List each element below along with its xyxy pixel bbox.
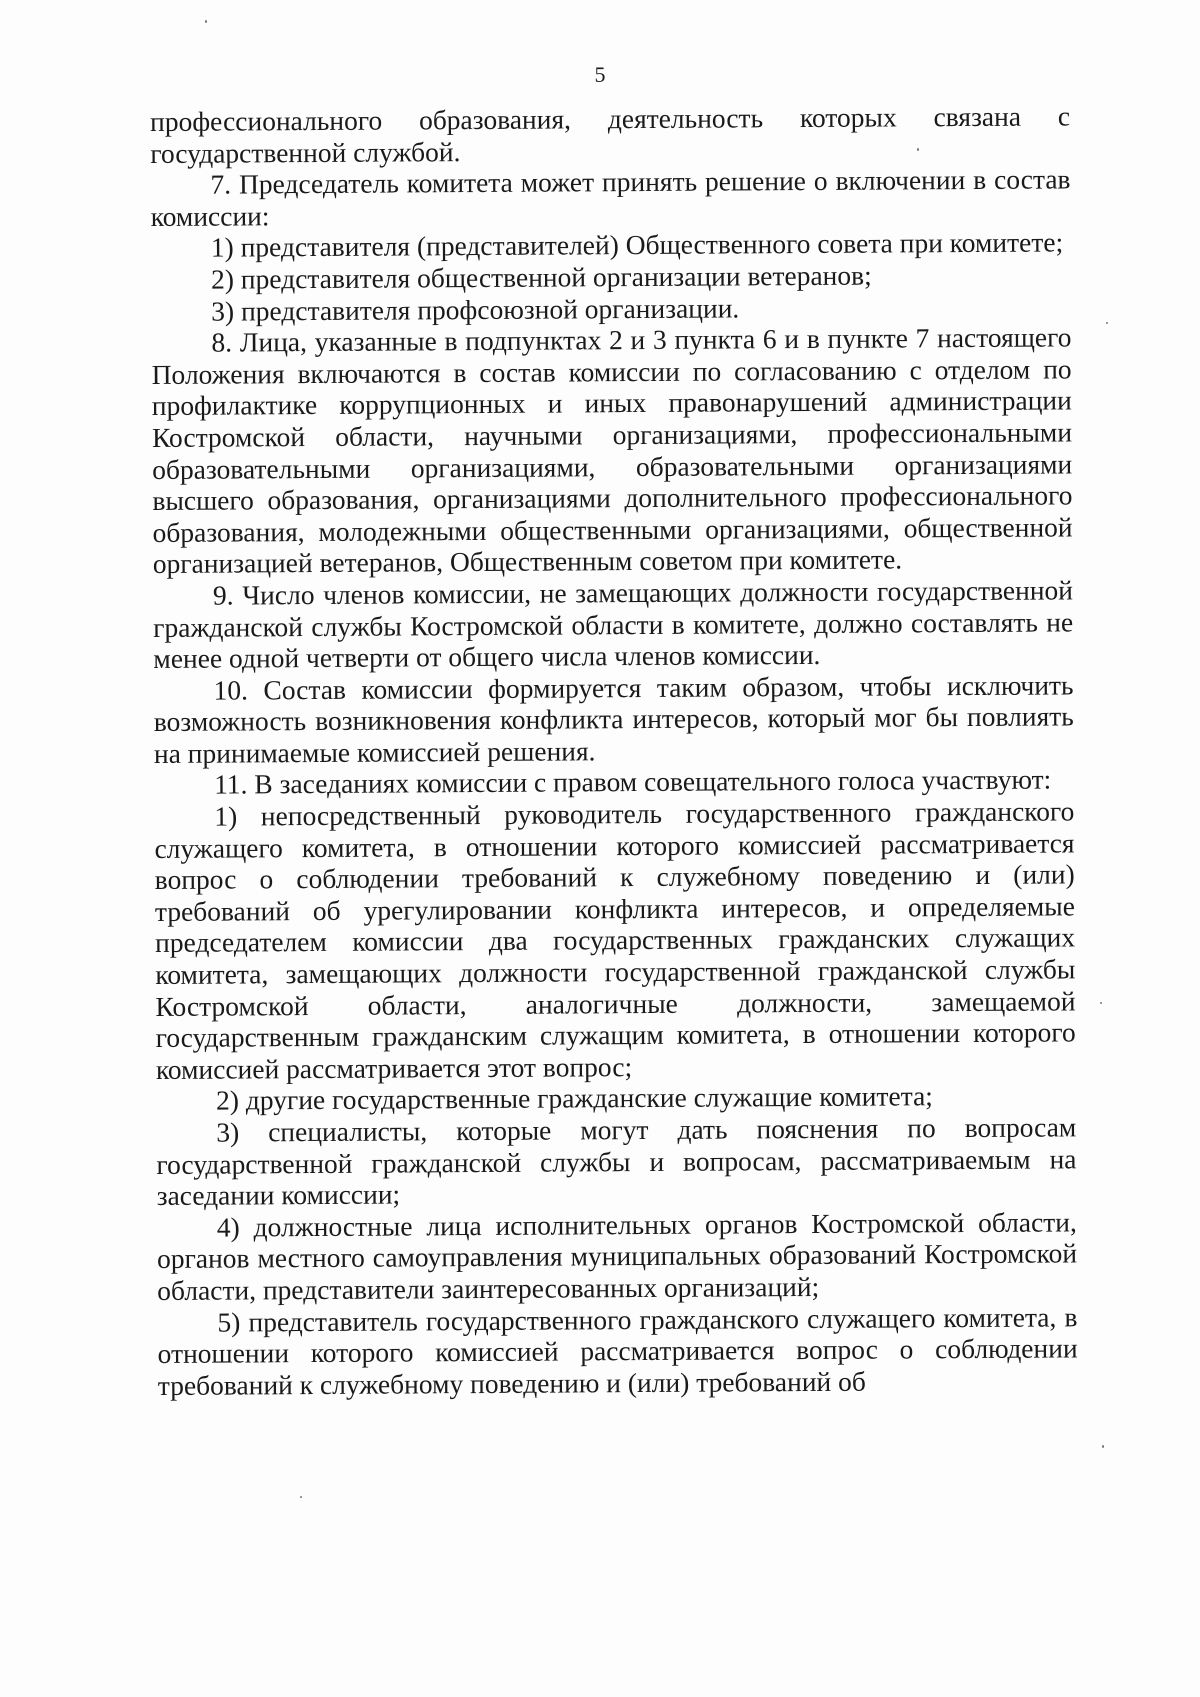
paragraph-subitem-11-5: 5) представитель государственного гражданского служащего комитета, в отношении которого комиссией рассматривается вопрос о соблюдении требований к служебному поведению и (или) требований об xyxy=(157,1300,1078,1401)
paragraph-subitem-7-1: 1) представителя (представителей) Общественного совета при комитете; xyxy=(210,226,1064,264)
paragraph-item-10: 10. Состав комиссии формируется таким образом, чтобы исключить возможность возникновения конфликта интересов, который мог бы повлиять на принимаемые комиссией решения. xyxy=(153,669,1074,769)
paragraph-continuation: профессионального образования, деятельность которых связана с государственной службой. xyxy=(150,100,1071,169)
paragraph-subitem-7-2: 2) представителя общественной организации ветеранов; xyxy=(210,259,872,295)
paragraph-subitem-11-4: 4) должностные лица исполнительных органов Костромской области, органов местного самоуправления муниципальных образований Костромской области, представители заинтересованных организаций; xyxy=(156,1206,1078,1306)
paragraph-subitem-11-1: 1) непосредственный руководитель государственного гражданского служащего комитета, в отношении которого комиссией рассматривается вопрос о соблюдении требований к служебному поведению и (или) требований об урегулировании конфликта интересов, и определяемые председателем комиссии два государственных гражданских служащих комитета, замещающих должности государственной гражданской службы Костромской области, аналогичные должности, замещаемой государственным гражданским служащим комитета, в отношении которого комиссией рассматривается этот вопрос; xyxy=(154,795,1076,1085)
scan-speck xyxy=(1106,322,1108,324)
scan-speck xyxy=(917,148,919,151)
scan-speck xyxy=(1100,1002,1102,1004)
paragraph-item-7: 7. Председатель комитета может принять решение о включении в состав комиссии: xyxy=(150,163,1071,232)
paragraph-subitem-11-3: 3) специалисты, которые могут дать пояснения по вопросам государственной гражданской службы и вопросам, рассматриваемым на заседании комиссии; xyxy=(156,1111,1077,1212)
document-body xyxy=(150,100,1078,1401)
scan-speck xyxy=(1102,1445,1104,1448)
paragraph-subitem-7-3: 3) представителя профсоюзной организации. xyxy=(211,291,740,327)
scan-speck xyxy=(300,1496,302,1498)
paragraph-item-8: 8. Лица, указанные в подпунктах 2 и 3 пункта 6 и в пункте 7 настоящего Положения включаются в состав комиссии по согласованию с отделом по профилактике коррупционных и иных правонарушений администрации Костромской области, научными организациями, профессиональными образовательными организациями, образовательными организациями высшего образования, организациями дополнительного профессионального образования, молодежными общественными организациями, общественной организацией ветеранов, Общественным советом при комитете. xyxy=(151,321,1073,580)
page-number: 5 xyxy=(594,62,606,87)
paragraph-subitem-11-2: 2) другие государственные гражданские служащие комитета; xyxy=(215,1080,933,1117)
paragraph-item-9: 9. Число членов комиссии, не замещающих должности государственной гражданской службы Костромской области в комитете, должно составлять не менее одной четверти от общего числа членов комиссии. xyxy=(153,574,1074,675)
paragraph-item-11: 11. В заседаниях комиссии с правом совещательного голоса участвуют: xyxy=(214,763,1052,801)
scan-speck xyxy=(205,20,207,23)
